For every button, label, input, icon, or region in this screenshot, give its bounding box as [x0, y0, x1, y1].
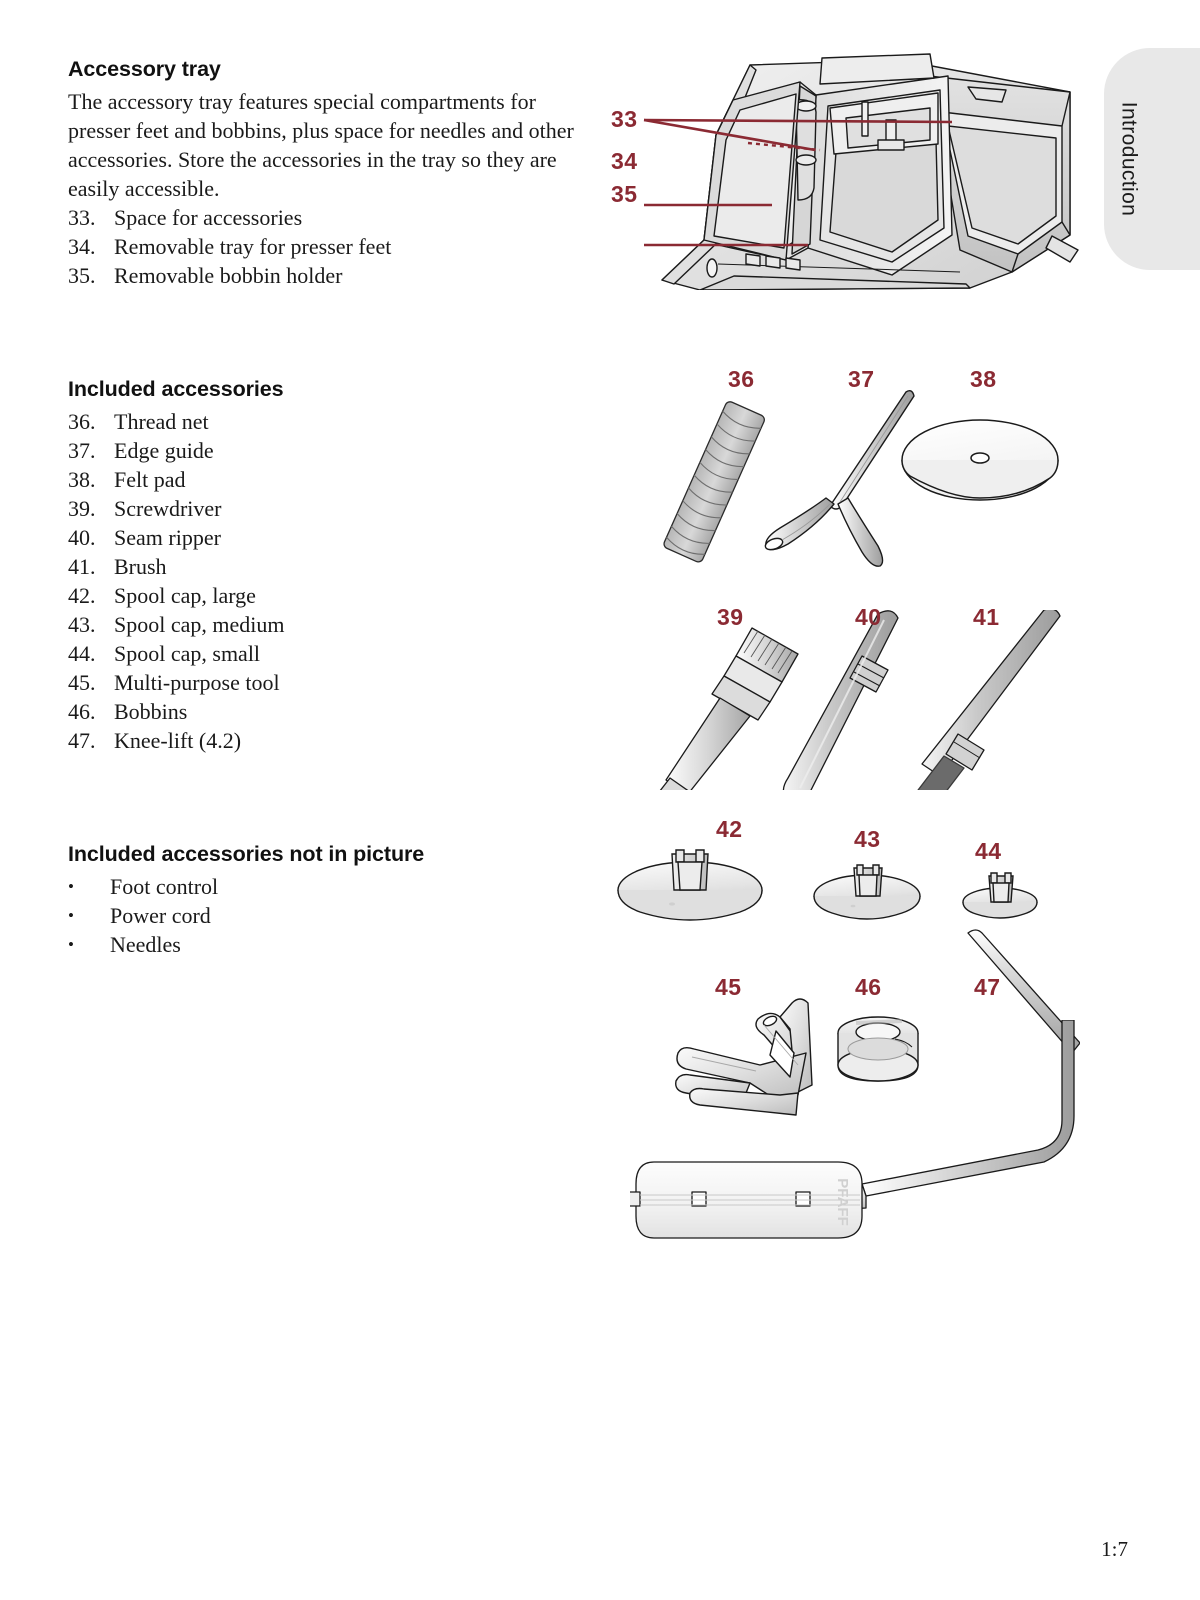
list-item-number: 38. [68, 466, 96, 492]
not-in-picture-heading: Included accessories not in picture [68, 841, 425, 866]
included-accessories-list [68, 407, 578, 755]
list-item-number: 36. [68, 408, 96, 434]
list-item [68, 465, 578, 494]
section-tab-introduction [1104, 48, 1200, 270]
text-column [68, 56, 578, 959]
list-item-label: Power cord [110, 902, 211, 928]
list-item-label: Space for accessories [114, 204, 303, 230]
list-item [68, 407, 578, 436]
list-item-number: 46. [68, 698, 96, 724]
bullet-icon: • [68, 905, 74, 925]
accessory-tray-paragraph: The accessory tray features special compartments for presser feet and bobbins, plus space for needles and other accessories. Store the accessories in the tray so they are easily accessible. [68, 88, 574, 201]
callout-47: 47 [974, 974, 1001, 1000]
callout-45: 45 [715, 974, 742, 1000]
list-item [68, 552, 578, 581]
list-item-label: Spool cap, large [114, 582, 256, 608]
list-item-label: Multi-purpose tool [114, 669, 280, 695]
list-item [68, 930, 578, 959]
callout-44: 44 [975, 838, 1002, 864]
list-item-number: 40. [68, 524, 96, 550]
accessory-tray-list [68, 203, 578, 290]
list-item-label: Thread net [114, 408, 209, 434]
accessories-row-39-41-illustration [640, 610, 1070, 790]
list-item-number: 44. [68, 640, 96, 666]
list-item-label: Spool cap, medium [114, 611, 285, 637]
list-item-number: 34. [68, 233, 96, 259]
list-item [68, 523, 578, 552]
list-item-number: 42. [68, 582, 96, 608]
list-item-label: Seam ripper [114, 524, 221, 550]
list-item-number: 35. [68, 262, 96, 288]
list-item [68, 901, 578, 930]
list-item [68, 261, 578, 290]
knee-lift-brand-text: PFAFF [834, 1178, 851, 1226]
callout-37: 37 [848, 366, 875, 392]
not-in-picture-block [68, 841, 578, 959]
list-item-number: 39. [68, 495, 96, 521]
list-item [68, 436, 578, 465]
list-item [68, 697, 578, 726]
callout-41: 41 [973, 604, 1000, 630]
callout-40: 40 [855, 604, 882, 630]
list-item-label: Screwdriver [114, 495, 222, 521]
included-accessories-block [68, 376, 578, 755]
callout-43: 43 [854, 826, 881, 852]
list-item-number: 33. [68, 204, 96, 230]
list-item-label: Edge guide [114, 437, 214, 463]
list-item-number: 47. [68, 727, 96, 753]
list-item-label: Spool cap, small [114, 640, 261, 666]
callout-46: 46 [855, 974, 882, 1000]
section-tab-label: Introduction [1117, 101, 1141, 217]
accessory-tray-illustration [600, 40, 1100, 290]
list-item [68, 668, 578, 697]
list-item-number: 37. [68, 437, 96, 463]
accessory-tray-block [68, 56, 578, 290]
not-in-picture-list [68, 872, 578, 959]
list-item-number: 43. [68, 611, 96, 637]
list-item [68, 581, 578, 610]
callout-33: 33 [611, 106, 638, 132]
callout-39: 39 [717, 604, 744, 630]
accessories-row-36-38-illustration [620, 380, 1080, 580]
callout-42: 42 [716, 816, 743, 842]
bullet-icon: • [68, 876, 74, 896]
list-item-label: Bobbins [114, 698, 188, 724]
list-item-label: Removable tray for presser feet [114, 233, 392, 259]
list-item [68, 639, 578, 668]
knee-lift-illustration [630, 1020, 1080, 1270]
list-item-label: Brush [114, 553, 167, 579]
page-number: 1:7 [1101, 1537, 1128, 1561]
list-item [68, 872, 578, 901]
callout-35: 35 [611, 181, 638, 207]
list-item-number: 41. [68, 553, 96, 579]
list-item-label: Knee-lift (4.2) [114, 727, 242, 753]
list-item [68, 203, 578, 232]
list-item [68, 494, 578, 523]
bullet-icon: • [68, 934, 74, 954]
list-item-label: Felt pad [114, 466, 186, 492]
list-item [68, 610, 578, 639]
list-item-label: Needles [110, 931, 181, 957]
list-item-number: 45. [68, 669, 96, 695]
included-accessories-heading: Included accessories [68, 376, 284, 401]
list-item [68, 726, 578, 755]
list-item-label: Removable bobbin holder [114, 262, 343, 288]
accessory-tray-heading: Accessory tray [68, 57, 221, 81]
callout-36: 36 [728, 366, 755, 392]
list-item-label: Foot control [110, 873, 219, 899]
callout-34: 34 [611, 148, 638, 174]
list-item [68, 232, 578, 261]
callout-38: 38 [970, 366, 997, 392]
